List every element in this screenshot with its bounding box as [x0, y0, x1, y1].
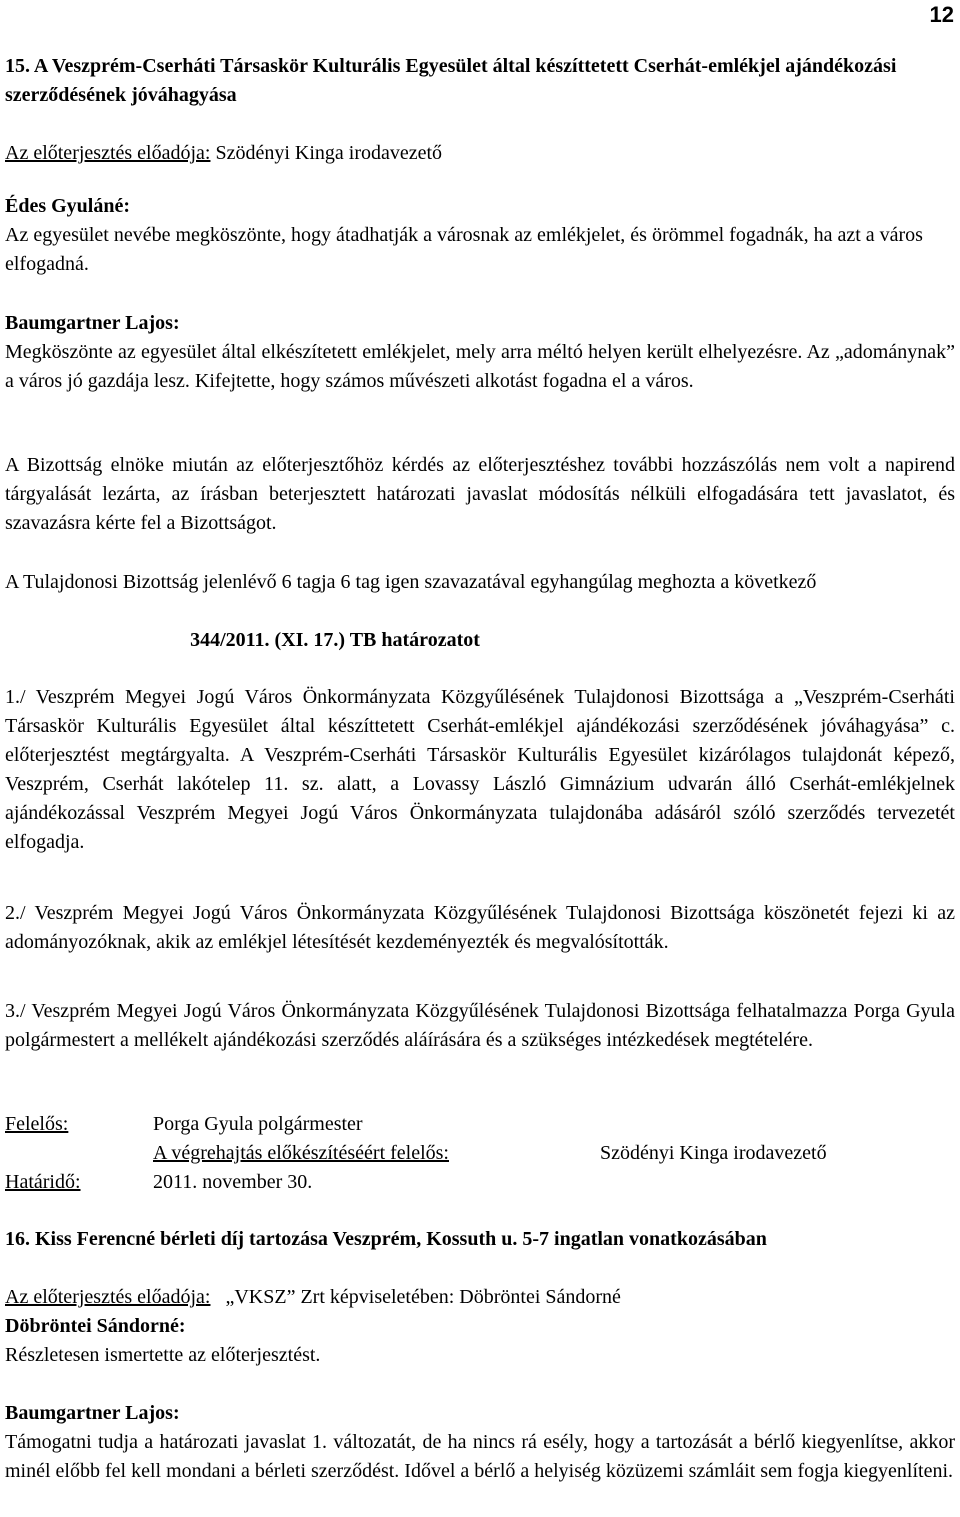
prep-row: [5, 1139, 955, 1168]
vote-paragraph: A Tulajdonosi Bizottság jelenlévő 6 tagja 6 tag igen szavazatával egyhangúlag meghozta a következő: [5, 571, 817, 593]
responsible-row: [5, 1110, 955, 1139]
chair-paragraph: A Bizottság elnöke miután az előterjesztőhöz kérdés az előterjesztéshez további hozzászólás nem volt a napirend tárgyalását lezárta, az írásban beterjesztett határozati javaslat módosítás nélküli elfogadására tett javaslatot, és szavazásra kérte fel a Bizottságot.: [5, 454, 955, 534]
resolution-title: 344/2011. (XI. 17.) TB határozatot: [190, 629, 480, 651]
resolution-point-3: 3./ Veszprém Megyei Jogú Város Önkormányzata Közgyűlésének Tulajdonosi Bizottsága felhatalmazza Porga Gyula polgármestert a mellékelt ajándékozási szerződés aláírására és a szükséges intézkedések megtételére.: [5, 1000, 955, 1051]
presenter-line: [5, 1283, 955, 1312]
responsible-label: Felelős:: [5, 1113, 69, 1135]
presenter-label: Az előterjesztés előadója:: [5, 142, 211, 164]
speaker-name: Baumgartner Lajos:: [5, 1402, 180, 1424]
resolution-point-2: 2./ Veszprém Megyei Jogú Város Önkormányzata Közgyűlésének Tulajdonosi Bizottsága köszönetét fejezi ki az adományozóknak, akik az emlékjel létesítését kezdeményezték és megvalósították.: [5, 902, 955, 953]
deadline-row: [5, 1168, 955, 1197]
prep-label: A végrehajtás előkészítéséért felelős:: [153, 1142, 449, 1164]
speaker-name: Döbröntei Sándorné:: [5, 1315, 186, 1337]
speaker-name: Édes Gyuláné:: [5, 195, 131, 217]
presenter-label: Az előterjesztés előadója:: [5, 1286, 211, 1308]
prep-value: Szödényi Kinga irodavezető: [600, 1142, 827, 1164]
speaker-text: Az egyesület nevébe megköszönte, hogy átadhatják a városnak az emlékjelet, és örömmel fogadnák, ha azt a város elfogadná.: [5, 224, 923, 275]
speaker-text: Részletesen ismertette az előterjesztést.: [5, 1344, 321, 1366]
presenter-name: Szödényi Kinga irodavezető: [215, 142, 443, 164]
agenda-item-15-title: 15. A Veszprém-Cserháti Társaskör Kulturális Egyesület által készíttetett Cserhát-emlékjel ajándékozási szerződésének jóváhagyása: [5, 55, 897, 106]
page-number: 12: [929, 2, 954, 27]
presenter-name: „VKSZ” Zrt képviseletében: Döbröntei Sándorné: [225, 1286, 621, 1308]
resolution-point-1: 1./ Veszprém Megyei Jogú Város Önkormányzata Közgyűlésének Tulajdonosi Bizottsága a „Veszprém-Cserháti Társaskör Kulturális Egyesület által készíttetett Cserhát-emlékjel ajándékozási szerződésének jóváhagyása” c. előterjesztést megtárgyalta. A Veszprém-Cserháti Társaskör Kulturális Egyesület kizárólagos tulajdonát képező, Veszprém, Cserhát lakótelep 11. sz. alatt, a Lovassy László Gimnázium udvarán álló Cserhát-emlékjelnek ajándékozással Veszprém Megyei Jogú Város Önkormányzata tulajdonába adásáról szóló szerződés tervezetét elfogadja.: [5, 686, 955, 853]
speaker-name: Baumgartner Lajos:: [5, 312, 180, 334]
presenter-line: [5, 139, 955, 168]
speaker-text: Támogatni tudja a határozati javaslat 1. változatát, de ha nincs rá esély, hogy a tartozását a bérlő kiegyenlítse, akkor minél előbb fel kell mondani a bérleti szerződést. Idővel a bérlő a helyiség közüzemi számláit sem fogja kiegyenlíteni.: [5, 1431, 955, 1482]
deadline-label: Határidő:: [5, 1171, 81, 1193]
responsible-value: Porga Gyula polgármester: [153, 1113, 363, 1135]
deadline-value: 2011. november 30.: [153, 1171, 313, 1193]
speaker-text: Megköszönte az egyesület által elkészítetett emlékjelet, mely arra méltó helyen került elhelyezésre. Az „adománynak” a város jó gazdája lesz. Kifejtette, hogy számos művészeti alkotást fogadna el a város.: [5, 341, 955, 392]
agenda-item-16-title: 16. Kiss Ferencné bérleti díj tartozása Veszprém, Kossuth u. 5-7 ingatlan vonatkozásában: [5, 1228, 767, 1250]
